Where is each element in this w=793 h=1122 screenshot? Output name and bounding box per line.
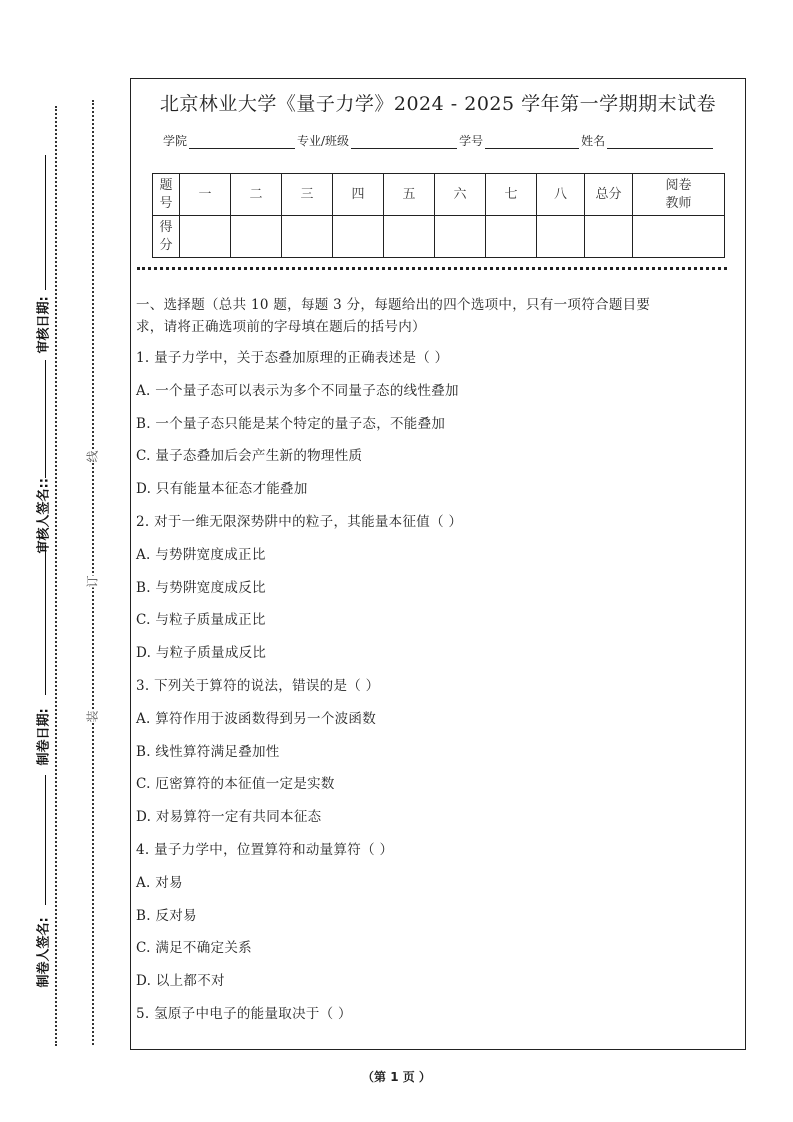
answer-option: A. 算符作用于波函数得到另一个波函数 [136, 710, 377, 727]
college-field[interactable] [189, 136, 295, 149]
column-header: 七 [486, 174, 537, 216]
column-header: 总分 [585, 174, 633, 216]
major-class-field[interactable] [351, 136, 457, 149]
answer-option: C. 与粒子质量成正比 [136, 612, 266, 629]
answer-option: A. 一个量子态可以表示为多个不同量子态的线性叠加 [136, 382, 459, 399]
name-label: 姓名 [581, 134, 606, 148]
column-header: 三 [282, 174, 333, 216]
name-field[interactable] [607, 136, 713, 149]
answer-option: B. 反对易 [136, 907, 197, 924]
table-row [153, 216, 725, 258]
column-header: 八 [537, 174, 585, 216]
signature-line [45, 775, 46, 905]
answer-option: D. 只有能量本征态才能叠加 [136, 481, 308, 498]
answer-option: A. 与势阱宽度成正比 [136, 546, 266, 563]
inner-dotted-line [55, 106, 57, 1046]
score-cell[interactable] [537, 216, 585, 258]
binding-dotted-line [92, 100, 94, 1045]
question-stem: 5. 氢原子中电子的能量取决于（ ） [136, 1006, 352, 1022]
answer-option: B. 一个量子态只能是某个特定的量子态，不能叠加 [136, 415, 446, 432]
score-cell[interactable] [486, 216, 537, 258]
make-date-label: 制卷日期: [36, 708, 52, 766]
grader-cell[interactable] [633, 216, 725, 258]
major-class-label: 专业/班级 [297, 134, 350, 148]
student-id-label: 学号 [459, 134, 484, 148]
score-cell[interactable] [180, 216, 231, 258]
page-number: （第 1 页 ） [362, 1070, 431, 1084]
column-header: 二 [231, 174, 282, 216]
question-number-header: 题号 [153, 174, 180, 216]
exam-title: 北京林业大学《量子力学》2024 - 2025 学年第一学期期末试卷 [159, 93, 717, 115]
binding-mark-line: 线 [85, 450, 100, 463]
score-cell[interactable] [384, 216, 435, 258]
table-row [153, 174, 725, 216]
question-stem: 2. 对于一维无限深势阱中的粒子，其能量本征值（ ） [136, 514, 463, 530]
reviewer-signature-label: 审核人签名:: [36, 478, 52, 554]
column-header: 五 [384, 174, 435, 216]
column-header: 四 [333, 174, 384, 216]
signature-line [45, 360, 46, 478]
score-table [152, 173, 725, 258]
binding-mark-staple: 订 [85, 575, 100, 588]
question-stem: 4. 量子力学中，位置算符和动量算符（ ） [136, 842, 394, 858]
score-cell[interactable] [435, 216, 486, 258]
review-date-label: 审核日期: [36, 296, 52, 354]
score-cell[interactable] [282, 216, 333, 258]
signature-line [45, 155, 46, 290]
dotted-separator [137, 267, 727, 270]
answer-option: D. 与粒子质量成反比 [136, 645, 267, 662]
column-header: 一 [180, 174, 231, 216]
answer-option: A. 对易 [136, 874, 183, 891]
question-stem: 3. 下列关于算符的说法，错误的是（ ） [136, 678, 380, 694]
answer-option: C. 满足不确定关系 [136, 940, 252, 957]
score-cell[interactable] [231, 216, 282, 258]
answer-option: D. 对易算符一定有共同本征态 [136, 809, 322, 826]
column-header: 六 [435, 174, 486, 216]
student-info-row [163, 132, 715, 149]
maker-signature-label: 制卷人签名: [36, 917, 52, 988]
answer-option: C. 量子态叠加后会产生新的物理性质 [136, 448, 363, 465]
college-label: 学院 [163, 134, 188, 148]
signature-line [45, 545, 46, 695]
answer-option: D. 以上都不对 [136, 973, 225, 990]
question-stem: 1. 量子力学中，关于态叠加原理的正确表述是（ ） [136, 350, 449, 366]
exam-page-frame [130, 78, 746, 1050]
answer-option: B. 线性算符满足叠加性 [136, 743, 280, 760]
score-cell[interactable] [333, 216, 384, 258]
answer-option: C. 厄密算符的本征值一定是实数 [136, 776, 335, 793]
score-row-header: 得分 [153, 216, 180, 258]
total-score-cell[interactable] [585, 216, 633, 258]
section-instructions: 一、选择题（总共 10 题，每题 3 分，每题给出的四个选项中，只有一项符合题目要 [136, 297, 651, 313]
binding-mark-bind: 装 [85, 710, 100, 723]
section-instructions: 求，请将正确选项前的字母填在题后的括号内） [136, 319, 426, 335]
student-id-field[interactable] [485, 136, 579, 149]
column-header: 阅卷教师 [633, 174, 725, 216]
answer-option: B. 与势阱宽度成反比 [136, 579, 266, 596]
